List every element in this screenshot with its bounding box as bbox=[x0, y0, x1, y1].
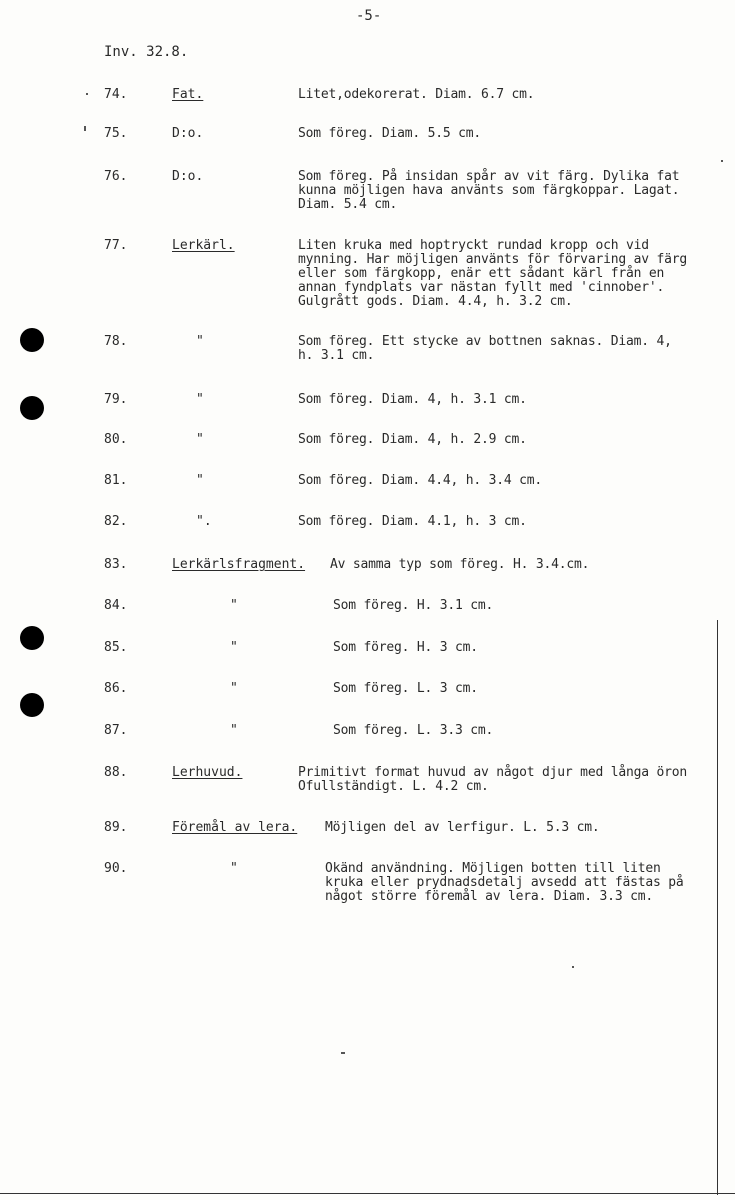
entry-category: Fat. bbox=[172, 87, 204, 102]
entry-description: Som föreg. Ett stycke av bottnen saknas. Diam. 4, h. 3.1 cm. bbox=[298, 334, 672, 363]
entry-description: Som föreg. På insidan spår av vit färg. Dylika fat kunna möjligen hava använts som färgkoppar. Lagat. Diam. 5.4 cm. bbox=[298, 169, 680, 212]
entry-number: 90. bbox=[104, 861, 128, 876]
entry-category: Föremål av lera. bbox=[172, 820, 298, 835]
entry-number: 87. bbox=[104, 723, 128, 738]
entry-description: Möjligen del av lerfigur. L. 5.3 cm. bbox=[325, 820, 600, 835]
entry-description: Som föreg. Diam. 4, h. 2.9 cm. bbox=[298, 432, 527, 447]
page-edge-bottom bbox=[0, 1193, 735, 1194]
entry-number: 77. bbox=[104, 238, 128, 253]
entry-description: Av samma typ som föreg. H. 3.4.cm. bbox=[330, 557, 590, 572]
speck bbox=[86, 93, 88, 95]
speck bbox=[84, 126, 86, 131]
entry-description: Okänd användning. Möjligen botten till liten kruka eller prydnadsdetalj avsedd att fästas på något större föremål av lera. Diam. 3.3 cm. bbox=[325, 861, 684, 904]
entry-number: 74. bbox=[104, 87, 128, 102]
page-number: -5- bbox=[356, 8, 382, 24]
punch-hole bbox=[20, 328, 44, 352]
entry-number: 75. bbox=[104, 126, 128, 141]
entry-number: 81. bbox=[104, 473, 128, 488]
entry-number: 79. bbox=[104, 392, 128, 407]
entry-number: 80. bbox=[104, 432, 128, 447]
entry-category: Lerkärlsfragment. bbox=[172, 557, 306, 572]
punch-hole bbox=[20, 396, 44, 420]
entry-number: 78. bbox=[104, 334, 128, 349]
entry-category: " bbox=[196, 334, 204, 349]
entry-number: 88. bbox=[104, 765, 128, 780]
punch-hole bbox=[20, 693, 44, 717]
entry-number: 83. bbox=[104, 557, 128, 572]
entry-category: " bbox=[196, 432, 204, 447]
speck bbox=[572, 966, 574, 968]
entry-number: 86. bbox=[104, 681, 128, 696]
entry-description: Litet,odekorerat. Diam. 6.7 cm. bbox=[298, 87, 535, 102]
entry-description: Som föreg. H. 3 cm. bbox=[333, 640, 478, 655]
entry-description: Som föreg. Diam. 4.1, h. 3 cm. bbox=[298, 514, 527, 529]
inventory-number: Inv. 32.8. bbox=[104, 44, 189, 60]
entry-number: 84. bbox=[104, 598, 128, 613]
speck bbox=[341, 1052, 345, 1054]
entry-description: Som föreg. L. 3 cm. bbox=[333, 681, 478, 696]
entry-category: " bbox=[196, 392, 204, 407]
entry-category: Lerhuvud. bbox=[172, 765, 243, 780]
entry-description: Som föreg. L. 3.3 cm. bbox=[333, 723, 494, 738]
entry-category: " bbox=[230, 861, 238, 876]
entry-number: 85. bbox=[104, 640, 128, 655]
entry-description: Primitivt format huvud av något djur med långa öron Ofullständigt. L. 4.2 cm. bbox=[298, 765, 687, 794]
entry-category: " bbox=[230, 681, 238, 696]
entry-category: D:o. bbox=[172, 126, 204, 141]
entry-number: 89. bbox=[104, 820, 128, 835]
entry-description: Som föreg. Diam. 4.4, h. 3.4 cm. bbox=[298, 473, 543, 488]
punch-hole bbox=[20, 626, 44, 650]
entry-number: 76. bbox=[104, 169, 128, 184]
entry-number: 82. bbox=[104, 514, 128, 529]
speck bbox=[721, 160, 723, 162]
page-edge-right bbox=[717, 620, 718, 1195]
entry-description: Som föreg. Diam. 4, h. 3.1 cm. bbox=[298, 392, 527, 407]
entry-description: Liten kruka med hoptryckt rundad kropp och vid mynning. Har möjligen använts för förvaring av färg eller som färgkopp, enär ett sådant kärl från en annan fyndplats var nästan fyllt med 'cinnober'. Gulgrått gods. Diam. 4.4, h. 3.2 cm. bbox=[298, 238, 687, 309]
entry-category: ". bbox=[196, 514, 212, 529]
entry-description: Som föreg. H. 3.1 cm. bbox=[333, 598, 494, 613]
entry-category: " bbox=[196, 473, 204, 488]
entry-description: Som föreg. Diam. 5.5 cm. bbox=[298, 126, 482, 141]
entry-category: " bbox=[230, 640, 238, 655]
entry-category: Lerkärl. bbox=[172, 238, 235, 253]
entry-category: " bbox=[230, 598, 238, 613]
entry-category: " bbox=[230, 723, 238, 738]
entry-category: D:o. bbox=[172, 169, 204, 184]
